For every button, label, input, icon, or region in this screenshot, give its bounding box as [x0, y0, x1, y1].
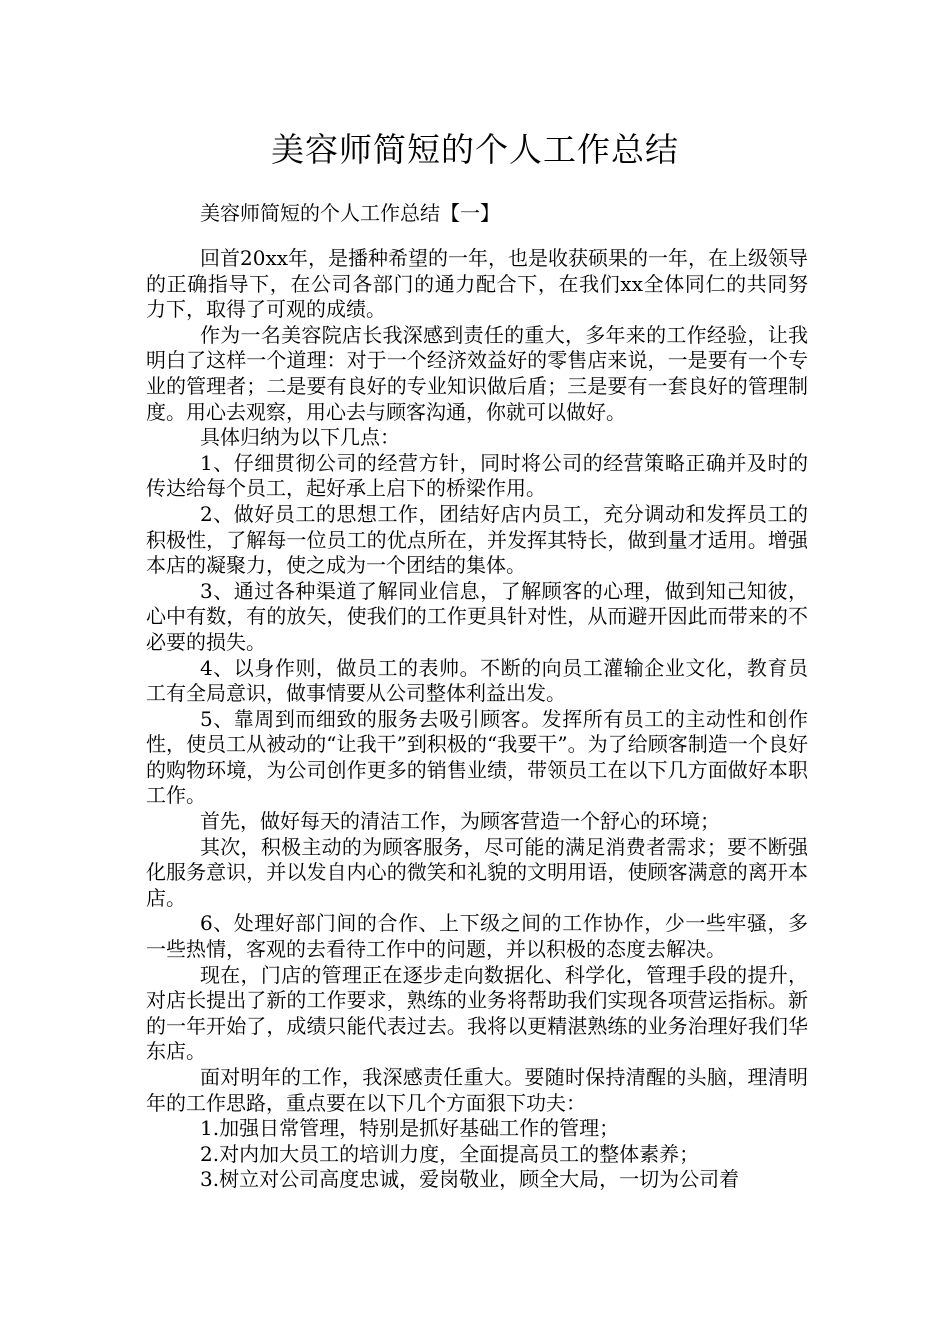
section-heading: 美容师简短的个人工作总结【一】	[200, 201, 500, 225]
paragraph: 面对明年的工作，我深感责任重大。要随时保持清醒的头脑，理清明年的工作思路，重点要在以下几个方面狠下功夫：	[146, 1065, 808, 1115]
paragraph: 4、以身作则，做员工的表帅。不断的向员工灌输企业文化，教育员工有全局意识，做事情要从公司整体利益出发。	[146, 655, 808, 706]
paragraph: 回首20xx年，是播种希望的一年，也是收获硕果的一年，在上级领导的正确指导下，在公司各部门的通力配合下，在我们xx全体同仁的共同努力下，取得了可观的成绩。	[146, 246, 809, 322]
paragraph: 首先，做好每天的清洁工作，为顾客营造一个舒心的环境；	[200, 809, 720, 834]
paragraph: 作为一名美容院店长我深感到责任的重大，多年来的工作经验，让我明白了这样一个道理：对于一个经济效益好的零售店来说，一是要有一个专业的管理者；二是要有良好的专业知识做后盾；三是要有一套良好的管理制度。用心去观察，用心去与顾客沟通，你就可以做好。	[146, 322, 808, 424]
paragraph: 1、仔细贯彻公司的经营方针，同时将公司的经营策略正确并及时的传达给每个员工，起好承上启下的桥梁作用。	[146, 450, 808, 501]
document-title: 美容师简短的个人工作总结	[271, 130, 679, 169]
paragraph: 5、靠周到而细致的服务去吸引顾客。发挥所有员工的主动性和创作性，使员工从被动的“让我干”到积极的“我要干”。为了给顾客制造一个良好的购物环境，为公司创作更多的销售业绩，带领员工在以下几方面做好本职工作。	[146, 706, 808, 808]
list-item: 3.树立对公司高度忠诚，爱岗敬业，顾全大局，一切为公司着	[200, 1167, 740, 1192]
paragraph: 2、做好员工的思想工作，团结好店内员工，充分调动和发挥员工的积极性，了解每一位员工的优点所在，并发挥其特长，做到量才适用。增强本店的凝聚力，使之成为一个团结的集体。	[146, 501, 808, 578]
paragraph: 现在，门店的管理正在逐步走向数据化、科学化，管理手段的提升，对店长提出了新的工作要求，熟练的业务将帮助我们实现各项营运指标。新的一年开始了，成绩只能代表过去。我将以更精湛熟练的业务治理好我们华东店。	[146, 962, 808, 1064]
paragraph: 6、处理好部门间的合作、上下级之间的工作协作，少一些牢骚，多一些热情，客观的去看待工作中的问题，并以积极的态度去解决。	[146, 911, 808, 962]
list-item: 1.加强日常管理，特别是抓好基础工作的管理；	[200, 1116, 620, 1141]
list-item: 2.对内加大员工的培训力度，全面提高员工的整体素养；	[200, 1141, 700, 1166]
paragraph: 其次，积极主动的为顾客服务，尽可能的满足消费者需求；要不断强化服务意识，并以发自内心的微笑和礼貌的文明用语，使顾客满意的离开本店。	[146, 834, 808, 910]
document-body	[146, 246, 808, 1193]
paragraph: 3、通过各种渠道了解同业信息，了解顾客的心理，做到知己知彼，心中有数，有的放矢，使我们的工作更具针对性，从而避开因此而带来的不必要的损失。	[146, 578, 808, 654]
paragraph: 具体归纳为以下几点：	[200, 425, 400, 450]
